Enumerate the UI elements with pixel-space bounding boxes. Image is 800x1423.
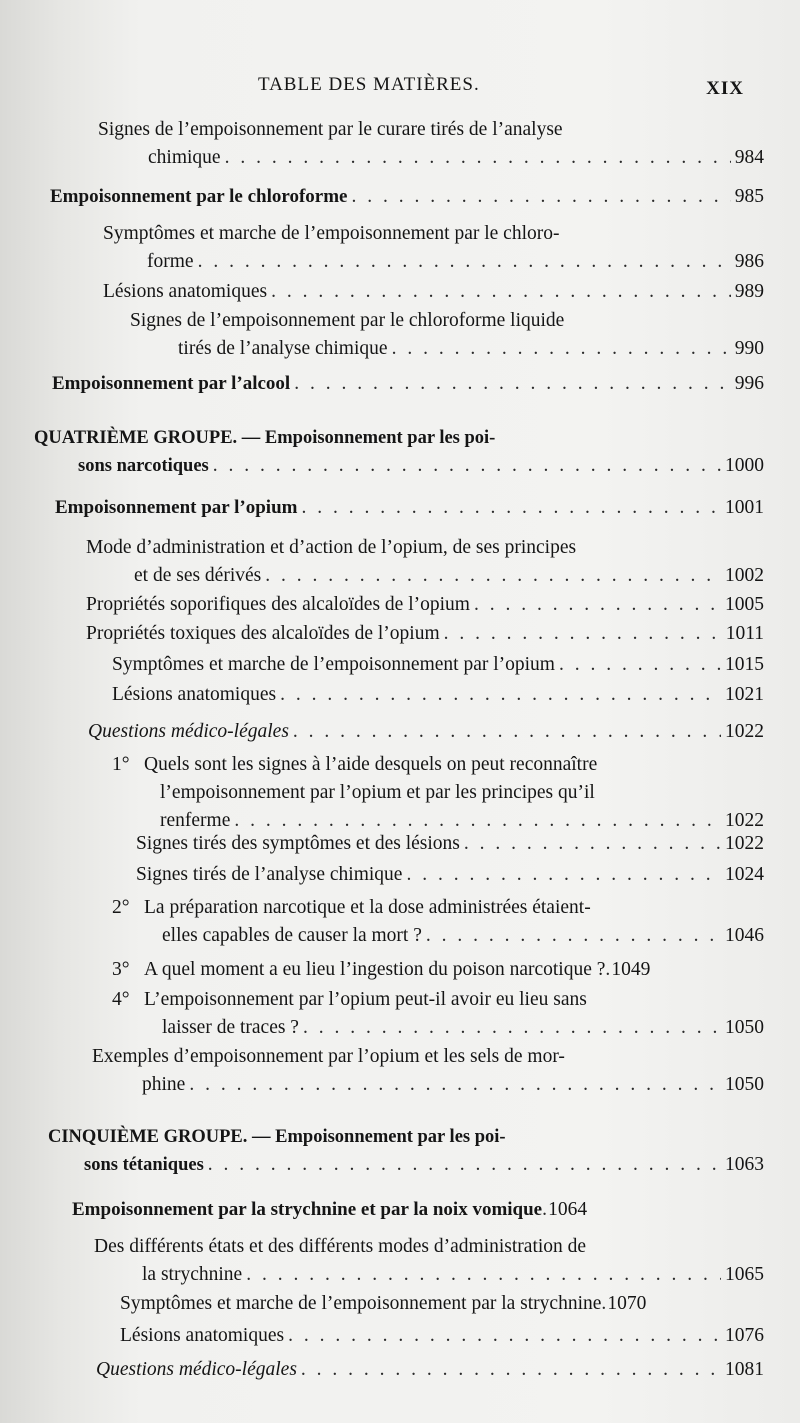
entry-text: Des différents états et des différents modes d’administration de	[94, 1236, 587, 1257]
entry-text: Symptômes et marche de l’empoisonnement par la strychnine	[120, 1293, 602, 1314]
entry-text: forme	[147, 251, 194, 272]
entry-page: 985	[734, 186, 764, 207]
entry-text: Empoisonnement par la strychnine et par la noix vomique	[72, 1199, 543, 1220]
entry-page: 1011	[725, 623, 764, 644]
leader-dots	[225, 144, 731, 172]
leader-dots	[271, 278, 731, 306]
entry-page: 1024	[725, 864, 764, 885]
entry-page: 1005	[725, 594, 764, 615]
entry-text: Questions médico-légales	[88, 721, 289, 742]
entry-text: La préparation narcotique et la dose administrées étaient-	[144, 897, 591, 918]
entry-text: Lésions anatomiques	[103, 281, 268, 302]
entry-page: 1022	[725, 810, 764, 831]
leader-dots	[189, 1071, 721, 1099]
entry-text: Propriétés toxiques des alcaloïdes de l’opium	[86, 623, 440, 644]
leader-dots	[426, 922, 721, 950]
toc-entry	[94, 1233, 764, 1289]
toc-entry	[103, 278, 764, 306]
entry-text: Signes de l’empoisonnement par le chloroforme liquide	[130, 310, 565, 331]
entry-page: 986	[734, 251, 764, 272]
toc-entry	[112, 651, 764, 679]
toc-entry	[96, 1356, 764, 1384]
leader-dots	[265, 562, 721, 590]
toc-entry	[130, 307, 764, 363]
entry-text: et de ses dérivés	[134, 565, 262, 586]
entry-page: 1063	[725, 1154, 764, 1175]
running-title: TABLE DES MATIÈRES.	[258, 74, 480, 95]
entry-text: L’empoisonnement par l’opium peut-il avoir eu lieu sans	[144, 989, 587, 1010]
entry-page: 1070	[607, 1293, 647, 1314]
running-header	[0, 74, 800, 104]
entry-text: renferme	[160, 810, 231, 831]
toc-entry	[92, 1043, 764, 1099]
entry-text: la strychnine	[142, 1264, 243, 1285]
leader-dots	[303, 1014, 721, 1042]
entry-page: 1001	[725, 497, 764, 518]
entry-page: 1021	[725, 684, 764, 705]
entry-page: 1076	[725, 1325, 764, 1346]
entry-text: l’empoisonnement par l’opium et par les principes qu’il	[160, 782, 595, 803]
entry-page: 984	[734, 147, 764, 168]
leader-dots	[293, 718, 721, 746]
toc-entry	[98, 116, 764, 172]
entry-text: Lésions anatomiques	[120, 1325, 285, 1346]
entry-text: Empoisonnement par l’opium	[55, 497, 298, 518]
entry-page: 996	[734, 373, 764, 394]
toc-entry	[55, 494, 764, 522]
entry-page: 1050	[725, 1074, 764, 1095]
toc-entry	[112, 751, 764, 835]
toc-entry	[112, 681, 764, 709]
toc-group-heading	[34, 424, 764, 480]
entry-text: Empoisonnement par le chloroforme	[50, 186, 348, 207]
leader-dots	[444, 620, 722, 648]
entry-page: 1081	[725, 1359, 764, 1380]
entry-page: 1050	[725, 1017, 764, 1038]
entry-text: Propriétés soporifiques des alcaloïdes de l’opium	[86, 594, 470, 615]
toc-entry	[86, 620, 764, 648]
leader-dots	[351, 183, 730, 211]
leader-dots	[213, 452, 721, 480]
entry-page: 990	[734, 338, 764, 359]
leader-dots	[294, 370, 731, 398]
entry-number: 1°	[112, 754, 130, 775]
toc-entry	[112, 956, 764, 984]
entry-text: elles capables de causer la mort ?	[162, 925, 422, 946]
entry-text: chimique	[148, 147, 221, 168]
leader-dots	[246, 1261, 721, 1289]
leader-dots	[406, 861, 721, 889]
entry-text: Exemples d’empoisonnement par l’opium et les sels de mor-	[92, 1046, 565, 1067]
leader-dots	[392, 335, 731, 363]
entry-text: Signes tirés des symptômes et des lésions	[136, 833, 460, 854]
leader-dots	[464, 830, 721, 858]
entry-page: 1046	[725, 925, 764, 946]
entry-page: 989	[734, 281, 764, 302]
toc-entry	[72, 1196, 764, 1224]
toc-entry	[120, 1322, 764, 1350]
entry-number: 2°	[112, 897, 130, 918]
entry-text: Empoisonnement par l’alcool	[52, 373, 291, 394]
toc-group-heading	[48, 1123, 764, 1179]
entry-page: 1015	[725, 654, 764, 675]
entry-text: Mode d’administration et d’action de l’opium, de ses principes	[86, 537, 577, 558]
toc-entry	[112, 894, 764, 950]
entry-text: A quel moment a eu lieu l’ingestion du poison narcotique ?	[144, 959, 606, 980]
leader-dots	[280, 681, 721, 709]
page-number: XIX	[706, 78, 744, 99]
entry-page: 1064	[548, 1199, 588, 1220]
leader-dots	[474, 591, 721, 619]
entry-text: laisser de traces ?	[162, 1017, 299, 1038]
toc-entry	[88, 718, 764, 746]
leader-dots	[288, 1322, 721, 1350]
entry-text: Signes tirés de l’analyse chimique	[136, 864, 403, 885]
entry-number: 3°	[112, 959, 130, 980]
toc-entry	[86, 534, 764, 590]
toc-entry	[52, 370, 764, 398]
toc-entry	[112, 986, 764, 1042]
toc-entry	[50, 183, 764, 211]
entry-number: 4°	[112, 989, 130, 1010]
leader-dots	[559, 651, 721, 679]
toc-entry	[120, 1290, 764, 1318]
toc-entry	[86, 591, 764, 619]
leader-dots	[301, 1356, 721, 1384]
entry-page: 1049	[611, 959, 651, 980]
entry-text: phine	[142, 1074, 186, 1095]
entry-page: 1022	[725, 833, 764, 854]
entry-text: Symptômes et marche de l’empoisonnement par l’opium	[112, 654, 555, 675]
leader-dots	[198, 248, 731, 276]
entry-text: Symptômes et marche de l’empoisonnement par le chloro-	[103, 223, 560, 244]
entry-text: sons narcotiques	[78, 456, 209, 476]
entry-page: 1022	[725, 721, 764, 742]
entry-page: 1002	[725, 565, 764, 586]
toc-entry	[136, 861, 764, 889]
entry-text: Quels sont les signes à l’aide desquels on peut reconnaître	[144, 754, 598, 775]
entry-text: Questions médico-légales	[96, 1359, 297, 1380]
entry-text: sons tétaniques	[84, 1155, 204, 1175]
entry-text: CINQUIÈME GROUPE. — Empoisonnement par les poi-	[48, 1127, 506, 1147]
entry-text: Lésions anatomiques	[112, 684, 277, 705]
toc-entry	[103, 220, 764, 276]
entry-page: 1000	[725, 455, 764, 476]
entry-text: Signes de l’empoisonnement par le curare tirés de l’analyse	[98, 119, 563, 140]
entry-text: QUATRIÈME GROUPE. — Empoisonnement par les poi-	[34, 428, 496, 448]
leader-dots	[301, 494, 721, 522]
leader-dots	[208, 1151, 721, 1179]
toc-entry	[136, 830, 764, 858]
entry-page: 1065	[725, 1264, 764, 1285]
entry-text: tirés de l’analyse chimique	[178, 338, 388, 359]
